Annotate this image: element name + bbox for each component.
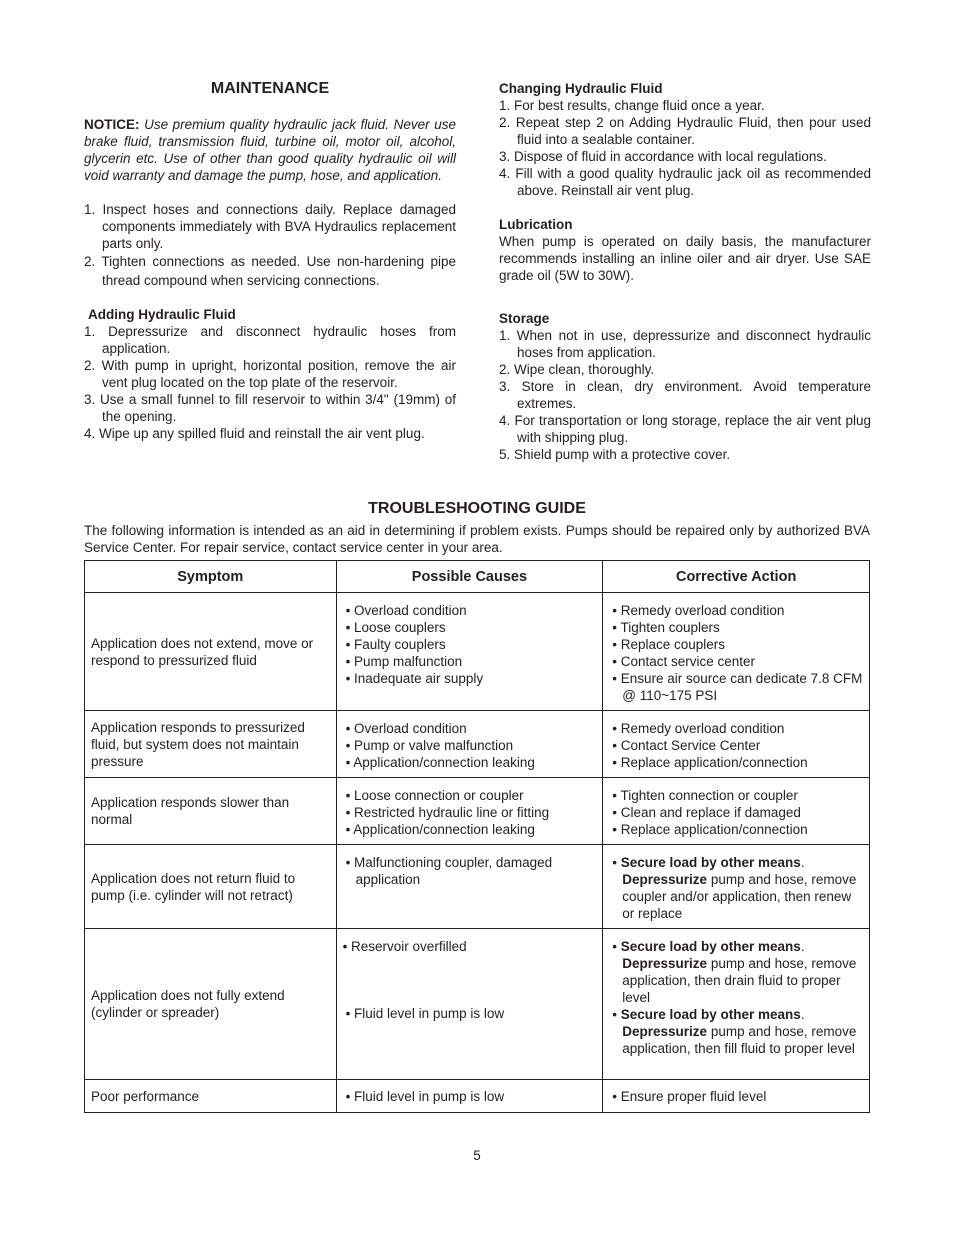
- list-item: 3. Store in clean, dry environment. Avoid temperature extremes.: [499, 379, 871, 411]
- adding-fluid-steps: [84, 323, 456, 442]
- cause-item: • Malfunctioning coupler, damaged application: [345, 855, 553, 887]
- action-item: • Remedy overload condition: [612, 603, 785, 618]
- cause-item: • Restricted hydraulic line or fitting: [345, 805, 550, 820]
- header-symptom: Symptom: [85, 561, 337, 593]
- list-item: 3. Dispose of fluid in accordance with local regulations.: [499, 149, 827, 164]
- list-item: 2. Wipe clean, thoroughly.: [499, 362, 655, 377]
- cause-item: • Inadequate air supply: [345, 671, 484, 686]
- adding-fluid-title: Adding Hydraulic Fluid: [88, 307, 236, 322]
- list-item: 2. Tighten connections as needed. Use non-hardening pipe thread compound when servicing connections.: [84, 254, 456, 288]
- action-item: • Secure load by other means. Depressurize pump and hose, remove application, then drain fluid to proper level: [612, 939, 857, 1005]
- table-row: [85, 929, 870, 1080]
- troubleshooting-title: TROUBLESHOOTING GUIDE: [368, 500, 586, 517]
- cause-item: • Reservoir overfilled: [342, 939, 467, 954]
- maintenance-title: MAINTENANCE: [210, 80, 330, 97]
- right-column: [499, 80, 871, 463]
- cause-item: • Overload condition: [345, 721, 467, 736]
- action-item: • Contact Service Center: [612, 738, 761, 753]
- action-cell: [603, 845, 870, 929]
- changing-fluid-steps: [499, 97, 871, 199]
- action-item: • Secure load by other means. Depressurize pump and hose, remove coupler and/or application, then renew or replace: [612, 855, 857, 921]
- troubleshooting-section: [84, 500, 870, 1113]
- list-item: 1. Depressurize and disconnect hydraulic hoses from application.: [84, 324, 456, 356]
- troubleshooting-table: [84, 560, 870, 1113]
- list-item: 1. For best results, change fluid once a year.: [499, 98, 765, 113]
- action-item: • Remedy overload condition: [612, 721, 785, 736]
- header-action: Corrective Action: [603, 561, 870, 593]
- cause-item: • Loose connection or coupler: [345, 788, 524, 803]
- action-cell: [603, 711, 870, 778]
- lubrication-title: Lubrication: [499, 217, 573, 232]
- action-cell: [603, 1080, 870, 1113]
- symptom-cell: Application does not return fluid to pump (i.e. cylinder will not retract): [85, 845, 337, 929]
- symptom-cell: Application does not extend, move or respond to pressurized fluid: [85, 593, 337, 711]
- action-item: • Contact service center: [612, 654, 756, 669]
- list-item: 5. Shield pump with a protective cover.: [499, 447, 731, 462]
- causes-cell: [336, 778, 603, 845]
- cause-item: • Faulty couplers: [345, 637, 446, 652]
- list-item: 2. Repeat step 2 on Adding Hydraulic Fluid, then pour used fluid into a sealable container.: [499, 115, 871, 147]
- cause-item: • Pump or valve malfunction: [345, 738, 514, 753]
- list-item: 2. With pump in upright, horizontal position, remove the air vent plug located on the top plate of the reservoir.: [84, 358, 456, 390]
- cause-item: • Application/connection leaking: [345, 755, 535, 770]
- action-item: • Tighten couplers: [612, 620, 720, 635]
- page-number: 5: [473, 1148, 481, 1163]
- action-item: • Secure load by other means. Depressurize pump and hose, remove application, then fill fluid to proper level: [612, 1007, 857, 1056]
- list-item: 1. Inspect hoses and connections daily. Replace damaged components immediately with BVA Hydraulics replacement parts only.: [84, 202, 456, 251]
- list-item: 3. Use a small funnel to fill reservoir to within 3/4" (19mm) of the opening.: [84, 392, 456, 424]
- notice: [84, 116, 456, 184]
- action-item: • Replace application/connection: [612, 822, 808, 837]
- changing-fluid-title: Changing Hydraulic Fluid: [499, 81, 663, 96]
- table-row: [85, 1080, 870, 1113]
- action-item: • Replace couplers: [612, 637, 726, 652]
- symptom-cell: Application responds to pressurized fluid, but system does not maintain pressure: [85, 711, 337, 778]
- action-cell: [603, 929, 870, 1080]
- symptom-cell: Application responds slower than normal: [85, 778, 337, 845]
- table-row: [85, 778, 870, 845]
- list-item: 1. When not in use, depressurize and disconnect hydraulic hoses from application.: [499, 328, 871, 360]
- maintenance-steps: [84, 201, 456, 290]
- causes-cell: [336, 1080, 603, 1113]
- symptom-cell: Application does not fully extend (cylinder or spreader): [85, 929, 337, 1080]
- storage-steps: [499, 327, 871, 463]
- causes-cell: [336, 845, 603, 929]
- action-item: • Clean and replace if damaged: [612, 805, 801, 820]
- cause-item: • Pump malfunction: [345, 654, 463, 669]
- storage-title: Storage: [499, 311, 550, 326]
- table-header-row: [85, 561, 870, 593]
- cause-item: • Fluid level in pump is low: [345, 1088, 505, 1104]
- action-item: • Replace application/connection: [612, 755, 808, 770]
- header-causes: Possible Causes: [336, 561, 603, 593]
- list-item: 4. Fill with a good quality hydraulic jack oil as recommended above. Reinstall air vent plug.: [499, 166, 871, 198]
- action-cell: [603, 593, 870, 711]
- symptom-cell: Poor performance: [85, 1080, 337, 1113]
- list-item: 4. Wipe up any spilled fluid and reinstall the air vent plug.: [84, 426, 425, 441]
- troubleshooting-intro: The following information is intended as an aid in determining if problem exists. Pumps should be repaired only by authorized BVA Service Center. For repair service, contact service center in your area.: [84, 523, 870, 555]
- action-item: • Tighten connection or coupler: [612, 788, 798, 803]
- action-cell: [603, 778, 870, 845]
- notice-text: Use premium quality hydraulic jack fluid. Never use brake fluid, transmission fluid, turbine oil, motor oil, alcohol, glycerin etc. Use of other than good quality hydraulic oil will void warranty and damage the pump, hose, and application.: [84, 117, 456, 183]
- cause-item: • Loose couplers: [345, 620, 446, 635]
- left-column: [84, 80, 456, 442]
- lubrication-text: When pump is operated on daily basis, the manufacturer recommends installing an inline oiler and air dryer. Use SAE grade oil (5W to 30W).: [499, 234, 871, 283]
- causes-cell: [336, 711, 603, 778]
- causes-cell: [336, 593, 603, 711]
- action-item: • Ensure proper fluid level: [612, 1088, 767, 1104]
- table-row: [85, 845, 870, 929]
- table-row: [85, 593, 870, 711]
- notice-label: NOTICE:: [84, 117, 140, 132]
- table-row: [85, 711, 870, 778]
- cause-item: • Overload condition: [345, 603, 467, 618]
- list-item: 4. For transportation or long storage, replace the air vent plug with shipping plug.: [499, 413, 871, 445]
- causes-cell: [336, 929, 603, 1080]
- cause-item: • Fluid level in pump is low: [345, 1006, 505, 1021]
- cause-item: • Application/connection leaking: [345, 822, 535, 837]
- action-item: • Ensure air source can dedicate 7.8 CFM @ 110~175 PSI: [612, 671, 863, 703]
